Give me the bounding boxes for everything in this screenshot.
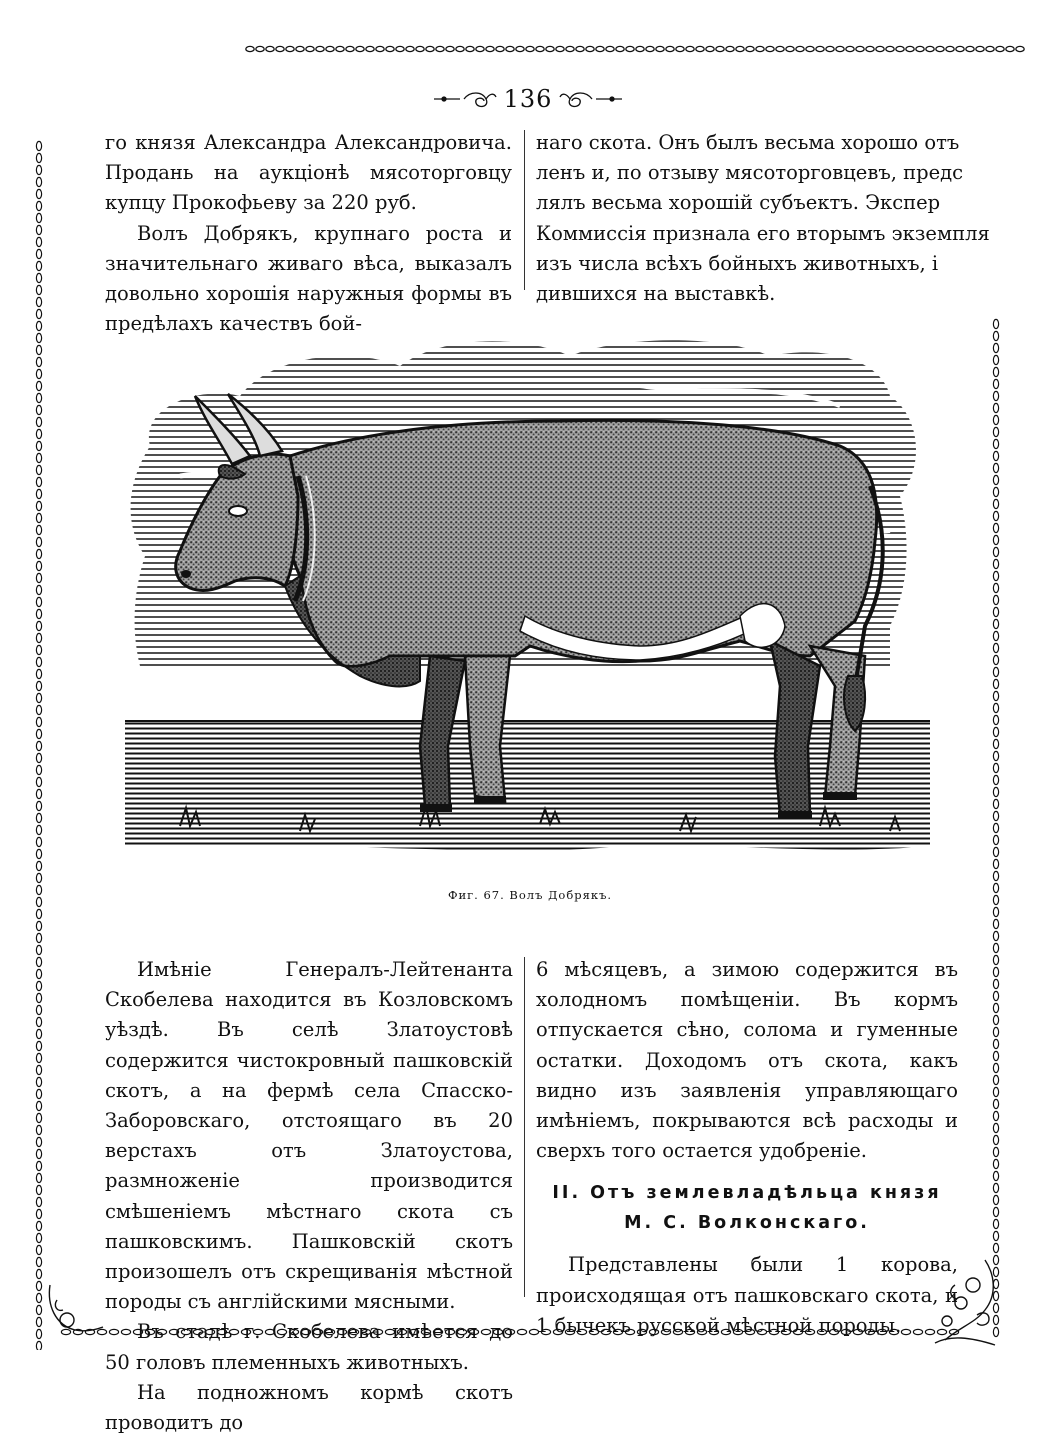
page-number-left-ornament	[434, 90, 496, 108]
top-ornamental-rule	[245, 44, 1025, 54]
bottom-left-curl-ornament	[45, 1280, 105, 1340]
bottom-right-paragraph-2: Представлены были 1 корова, происходящая отъ пашковскаго скота, и 1 бычекъ русской мѣстной породы.	[536, 1253, 958, 1337]
top-right-line-2: ленъ и, по отзыву мясоторговцевъ, предс	[536, 161, 964, 185]
top-right-line-5: изъ числа всѣхъ бойныхъ животныхъ, і	[536, 251, 939, 275]
left-chain-border	[33, 140, 45, 1350]
top-left-paragraph-1: го князя Александра Александровича. Продань на аукціонѣ мясоторговцу купцу Прокофьеву за 220 руб.	[105, 131, 512, 215]
figure-caption: Фиг. 67. Волъ Добрякъ.	[447, 888, 613, 902]
bottom-column-divider	[524, 957, 525, 1297]
bottom-left-paragraph-3: На подножномъ кормѣ скотъ проводитъ до	[105, 1380, 513, 1435]
bottom-right-column	[536, 955, 958, 1341]
bottom-right-paragraph-1: 6 мѣсяцевъ, а зимою содержится въ холодномъ помѣщеніи. Въ кормъ отпускается сѣно, солома и гуменные остатки. Доходомъ отъ скота, какъ видно изъ заявленія управляющаго имѣніемъ, покрываются всѣ расходы и сверхъ того остается удобреніе.	[536, 958, 958, 1163]
top-column-divider	[524, 130, 525, 290]
bottom-left-column	[105, 955, 513, 1438]
page-number: 136	[503, 85, 553, 113]
ox-engraving-illustration	[120, 326, 935, 886]
section-heading: II. Отъ землевладѣльца князя М. С. Волконскаго.	[552, 1183, 942, 1234]
top-left-paragraph-2: Волъ Добрякъ, крупнаго роста и значительнаго живаго вѣса, выказалъ довольно хорошія наружныя формы въ предѣлахъ качествъ бой-	[105, 221, 512, 336]
top-right-column	[536, 128, 990, 309]
page-number-right-ornament	[560, 90, 622, 108]
top-left-column	[105, 128, 512, 339]
bottom-left-paragraph-1: Имѣніе Генералъ-Лейтенанта Скобелева находится въ Козловскомъ уѣздѣ. Въ селѣ Златоустовѣ содержится чистокровный пашковскій скотъ, а на фермѣ села Спасско-Заборовскаго, отстоящаго въ 20 верстахъ отъ Златоустова, размноженіе производится смѣшеніемъ мѣстнаго скота съ пашковскимъ. Пашковскій скотъ произошелъ отъ скрещиванія мѣстной породы съ англійскими мясными.	[105, 958, 513, 1314]
top-right-line-4: Коммиссія признала его вторымъ экземпля	[536, 221, 990, 245]
top-right-line-6: дившихся на выставкѣ.	[536, 282, 776, 306]
top-right-line-3: лялъ весьма хорошій субъектъ. Экспер	[536, 191, 941, 215]
bottom-left-paragraph-2: Въ стадѣ г. Скобелева имѣется до 50 головъ племенныхъ животныхъ.	[105, 1320, 513, 1374]
right-chain-border	[990, 318, 1002, 1338]
page-number-header	[438, 82, 618, 116]
top-right-line-1: наго скота. Онъ былъ весьма хорошо отъ	[536, 131, 960, 154]
